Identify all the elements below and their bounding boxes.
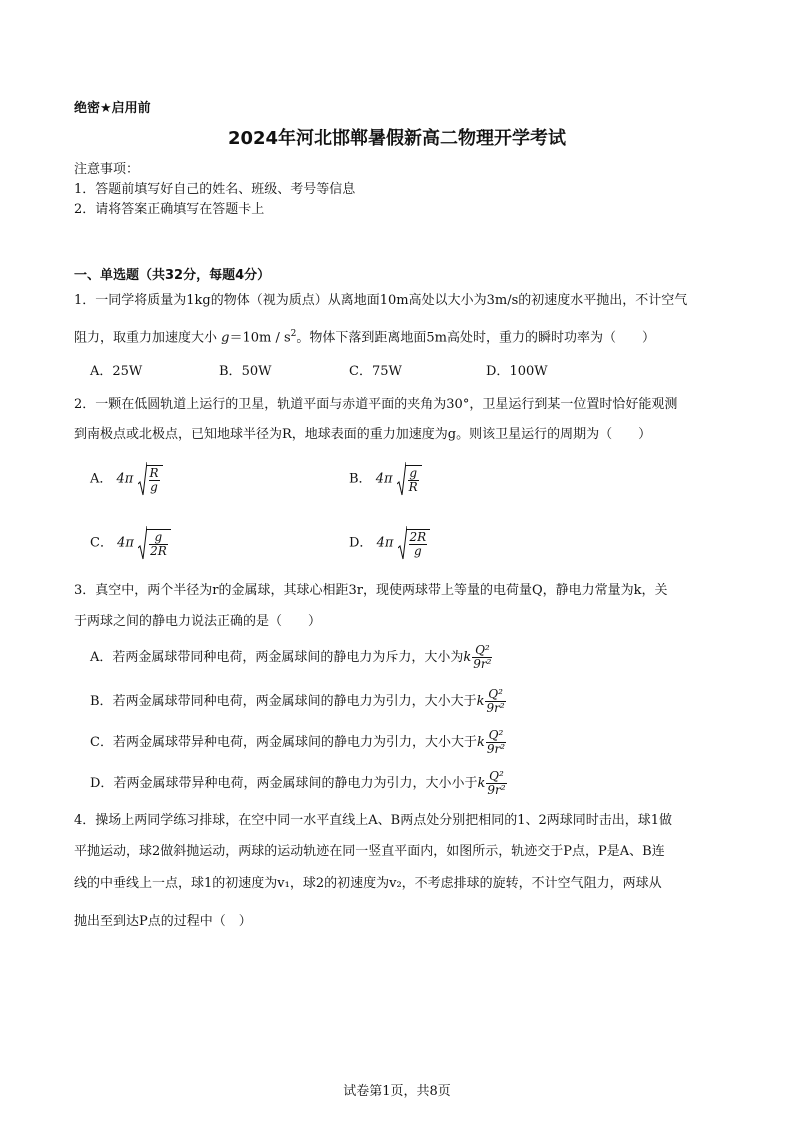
option-coefficient: 4π (376, 535, 394, 551)
q3-option-a[interactable] (90, 644, 493, 671)
fraction-numerator: Q² (472, 644, 492, 658)
page-footer: 试卷第1页，共8页 (343, 1084, 451, 1099)
option-label: D． (349, 535, 373, 551)
fraction-denominator: g (414, 543, 422, 558)
q1-option-b[interactable] (219, 363, 271, 381)
q1-option-d[interactable] (486, 363, 548, 381)
option-text: 若两金属球带异种电荷，两金属球间的静电力为引力，大小小于 (113, 776, 478, 791)
q3-option-b[interactable] (90, 688, 507, 715)
option-label: C． (349, 364, 372, 379)
fraction-numerator: Q² (485, 688, 505, 702)
fraction-denominator: 9r² (473, 657, 492, 671)
option-text: 若两金属球带同种电荷，两金属球间的静电力为引力，大小大于 (112, 694, 477, 709)
option-coefficient: 4π (116, 471, 134, 487)
q4-line-2: 平抛运动，球2做斜抛运动，两球的运动轨迹在同一竖直平面内，如图所示，轨迹交于P点，P是A、B连 (74, 844, 665, 859)
q3-option-c[interactable] (90, 729, 507, 756)
option-coefficient: 4π (117, 535, 134, 551)
option-text: 若两金属球带同种电荷，两金属球间的静电力为斥力，大小为 (112, 650, 464, 665)
q2-option-d[interactable] (349, 526, 430, 560)
notice-item-2: 2．请将答案正确填写在答题卡上 (74, 202, 265, 217)
fraction-denominator: 9r² (487, 783, 506, 797)
q2-option-a[interactable] (90, 462, 163, 496)
fraction-numerator: Q² (486, 770, 506, 784)
option-label: A． (90, 650, 113, 665)
q3-line-2: 于两球之间的静电力说法正确的是（ ） (74, 614, 322, 629)
option-label: C． (90, 735, 113, 750)
q1-g-exponent: 2 (290, 329, 297, 339)
sqrt-symbol (397, 462, 422, 496)
option-label: B． (349, 471, 372, 487)
sqrt-symbol (398, 526, 431, 560)
q2-option-c[interactable] (90, 526, 171, 560)
q3-option-d[interactable] (90, 770, 508, 797)
q3-line-1: 3．真空中，两个半径为r的金属球，其球心相距3r，现使两球带上等量的电荷量Q，静电力常量为k，关 (74, 583, 668, 598)
fraction-denominator: 9r² (486, 701, 505, 715)
confidential-label: 绝密★启用前 (74, 101, 151, 116)
coulomb-constant: k (463, 650, 472, 665)
q4-line-3: 线的中垂线上一点，球1的初速度为v₁，球2的初速度为v₂，不考虑排球的旋转，不计空气阻力，两球从 (74, 876, 662, 891)
option-label: A． (90, 471, 113, 487)
coulomb-constant: k (476, 735, 485, 750)
option-text: 若两金属球带异种电荷，两金属球间的静电力为引力，大小大于 (112, 735, 477, 750)
option-label: B． (90, 694, 113, 709)
option-label: B． (219, 364, 242, 379)
coulomb-constant: k (476, 694, 485, 709)
q4-line-4: 抛出至到达P点的过程中（ ） (74, 914, 252, 929)
sqrt-symbol (138, 462, 163, 496)
fraction-numerator: R (149, 465, 159, 480)
q1-g-value: ＝10m / s (229, 330, 291, 346)
q1-g-symbol: g (221, 330, 230, 346)
q4-line-1: 4．操场上两同学练习排球，在空中同一水平直线上A、B两点处分别把相同的1、2两球同时击出，球1做 (74, 813, 673, 828)
option-coefficient: 4π (375, 471, 393, 487)
q2-option-b[interactable] (349, 462, 422, 496)
exam-title: 2024年河北邯郸暑假新高二物理开学考试 (227, 128, 567, 149)
q1-line-2 (74, 325, 655, 347)
q1-option-a[interactable] (90, 363, 142, 381)
fraction-numerator: Q² (486, 729, 506, 743)
q1-option-c[interactable] (349, 363, 402, 381)
q1-line-2-post: 。物体下落到距离地面5m高处时，重力的瞬时功率为（ ） (296, 330, 656, 346)
fraction-denominator: g (150, 479, 158, 494)
option-text: 50W (241, 364, 272, 379)
option-label: D． (90, 776, 114, 791)
fraction-numerator: 2R (409, 529, 427, 544)
q2-line-2: 到南极点或北极点，已知地球半径为R，地球表面的重力加速度为g。则该卫星运行的周期为（ ） (74, 427, 652, 442)
section-heading: 一、单选题（共32分，每题4分） (74, 268, 271, 283)
fraction-numerator: g (149, 531, 168, 545)
option-text: 100W (509, 364, 548, 379)
option-label: D． (486, 364, 510, 379)
q1-line-2-pre: 阻力，取重力加速度大小 (74, 330, 218, 346)
option-label: C． (90, 535, 113, 551)
sqrt-symbol (138, 526, 171, 560)
fraction-denominator: 2R (150, 543, 167, 558)
fraction-denominator: 9r² (486, 742, 506, 756)
fraction-denominator: R (408, 479, 418, 494)
coulomb-constant: k (477, 776, 486, 791)
option-text: 25W (112, 364, 143, 379)
notice-heading: 注意事项： (74, 162, 140, 177)
q1-line-1: 1．一同学将质量为1kg的物体（视为质点）从离地面10m高处以大小为3m/s的初速度水平抛出，不计空气 (74, 293, 688, 308)
notice-item-1: 1．答题前填写好自己的姓名、班级、考号等信息 (74, 182, 356, 197)
option-label: A． (90, 364, 113, 379)
fraction-numerator: g (409, 465, 418, 480)
option-text: 75W (371, 364, 402, 379)
q2-line-1: 2．一颗在低圆轨道上运行的卫星，轨道平面与赤道平面的夹角为30°，卫星运行到某一位置时恰好能观测 (74, 397, 678, 412)
